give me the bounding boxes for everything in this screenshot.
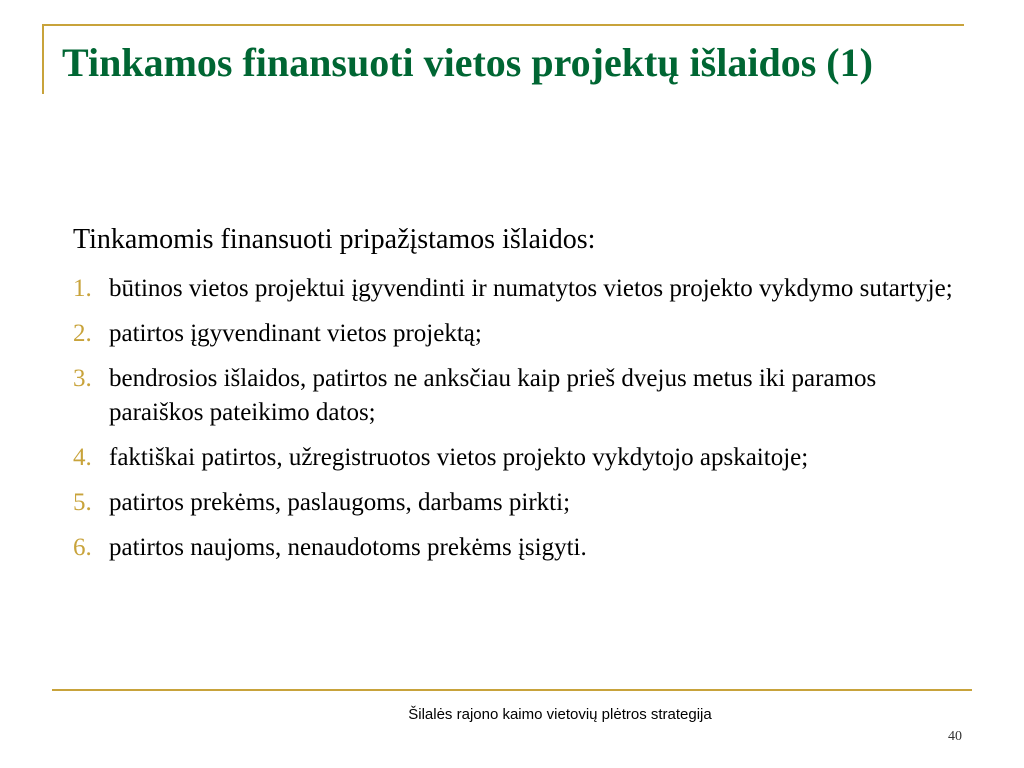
slide-title: Tinkamos finansuoti vietos projektų išlaidos (1) [62,40,873,85]
list-item-number: 1. [73,275,92,302]
list-item-number: 5. [73,489,92,516]
list-item-number: 3. [73,365,92,392]
list-item [73,531,973,565]
list-item-text: faktiškai patirtos, užregistruotos vietos projekto vykdytojo apskaitoje; [109,444,809,471]
list-item-text: patirtos prekėms, paslaugoms, darbams pirkti; [109,489,571,516]
list-item [73,362,973,430]
list-item-number: 6. [73,534,92,561]
list-item-number: 4. [73,444,92,471]
list-item-text: patirtos įgyvendinant vietos projektą; [109,320,482,347]
list-item-number: 2. [73,320,92,347]
footer-divider [52,689,972,691]
page-number: 40 [948,729,962,744]
criteria-list [73,272,973,576]
title-frame-top-line [42,24,964,26]
title-frame-left-line [42,24,44,94]
list-item-text: bendrosios išlaidos, patirtos ne anksčiau kaip prieš dvejus metus iki paramos paraiškos pateikimo datos; [109,365,877,426]
list-item [73,272,973,306]
footer-text: Šilalės rajono kaimo vietovių plėtros strategija [408,706,712,723]
list-item-text: būtinos vietos projektui įgyvendinti ir numatytos vietos projekto vykdymo sutartyje; [109,275,953,302]
list-item [73,441,973,475]
list-item [73,486,973,520]
intro-text: Tinkamomis finansuoti pripažįstamos išlaidos: [73,224,596,255]
list-item-text: patirtos naujoms, nenaudotoms prekėms įsigyti. [109,534,587,561]
list-item [73,317,973,351]
